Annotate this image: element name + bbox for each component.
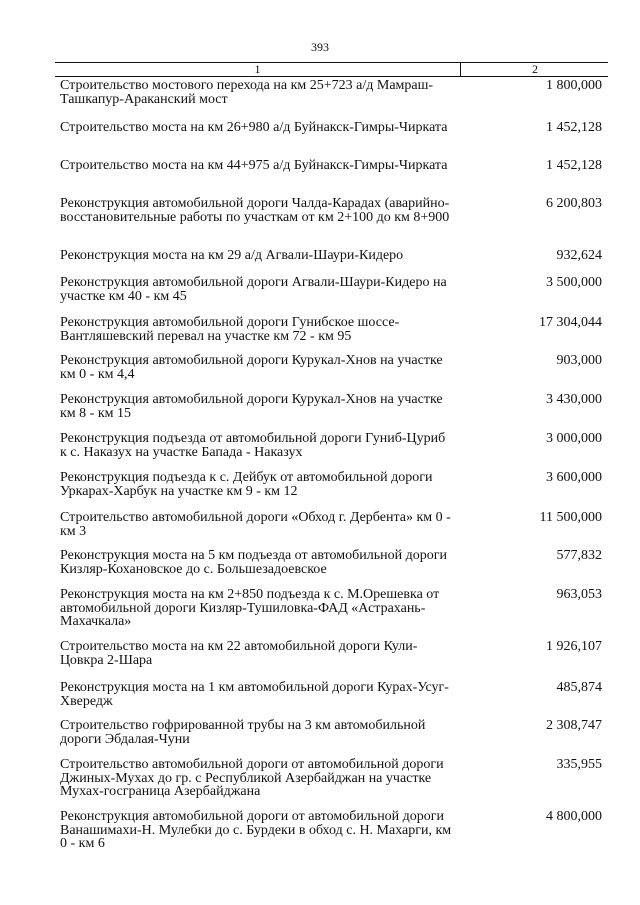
header-column-2: 2 xyxy=(460,63,609,76)
row-amount: 3 600,000 xyxy=(546,470,602,485)
row-amount: 1 452,128 xyxy=(546,120,602,135)
header-column-1: 1 xyxy=(254,62,261,76)
row-amount: 3 000,000 xyxy=(546,431,602,446)
row-amount: 903,000 xyxy=(556,353,602,368)
expenditure-table xyxy=(55,62,608,852)
row-amount: 577,832 xyxy=(556,548,602,563)
row-amount: 1 452,128 xyxy=(546,158,602,173)
row-description: Строительство гофрированной трубы на 3 км автомобильной дороги Эбдалая-Чуни xyxy=(60,718,426,747)
row-description: Реконструкция моста на км 29 а/д Агвали-Шаури-Кидеро xyxy=(60,248,404,263)
row-description: Реконструкция моста на 5 км подъезда от автомобильной дороги Кизляр-Кохановское до с. Большезадоевское xyxy=(60,548,447,577)
row-amount: 963,053 xyxy=(556,587,602,602)
row-amount: 2 308,747 xyxy=(546,718,602,733)
row-amount: 485,874 xyxy=(556,680,602,695)
row-description: Реконструкция подъезда от автомобильной дороги Гуниб-Цуриб к с. Наказух на участке Бапада - Наказух xyxy=(60,431,446,460)
row-description: Реконструкция автомобильной дороги Курукал-Хнов на участке км 8 - км 15 xyxy=(60,392,443,421)
row-description: Строительство моста на км 44+975 а/д Буйнакск-Гимры-Чирката xyxy=(60,158,448,173)
row-amount: 4 800,000 xyxy=(546,809,602,824)
row-description: Реконструкция подъезда к с. Дейбук от автомобильной дороги Уркарах-Харбук на участке км 9 - км 12 xyxy=(60,470,433,499)
row-description: Реконструкция автомобильной дороги Курукал-Хнов на участке км 0 - км 4,4 xyxy=(60,353,443,382)
row-description: Строительство моста на км 26+980 а/д Буйнакск-Гимры-Чирката xyxy=(60,120,448,135)
row-description: Реконструкция автомобильной дороги Чалда-Карадах (аварийно-восстановительные работы по участкам от км 2+100 до км 8+900 xyxy=(60,196,450,225)
row-description: Реконструкция автомобильной дороги Агвали-Шаури-Кидеро на участке км 40 - км 45 xyxy=(60,275,447,304)
row-amount: 17 304,044 xyxy=(539,315,602,330)
row-description: Строительство автомобильной дороги от автомобильной дороги Джиных-Мухах до гр. с Республикой Азербайджан на участке Мухах-госграница Азербайджана xyxy=(60,757,444,800)
row-amount: 11 500,000 xyxy=(539,510,602,525)
row-description: Строительство моста на км 22 автомобильной дороги Кули-Цовкра 2-Шара xyxy=(60,639,418,668)
row-description: Строительство мостового перехода на км 25+723 а/д Мамраш-Ташкапур-Араканский мост xyxy=(60,78,434,107)
row-amount: 335,955 xyxy=(556,757,602,772)
row-amount: 3 500,000 xyxy=(546,275,602,290)
row-amount: 932,624 xyxy=(556,248,602,263)
row-amount: 6 200,803 xyxy=(546,196,602,211)
row-description: Реконструкция моста на 1 км автомобильной дороги Курах-Усуг-Хвередж xyxy=(60,680,449,709)
row-description: Строительство автомобильной дороги «Обход г. Дербента» км 0 - км 3 xyxy=(60,510,451,539)
row-amount: 3 430,000 xyxy=(546,392,602,407)
table-header xyxy=(55,62,608,77)
page-number: 393 xyxy=(311,40,329,54)
row-description: Реконструкция автомобильной дороги Гунибское шоссе-Вантляшевский перевал на участке км 72 - км 95 xyxy=(60,315,400,344)
row-description: Реконструкция автомобильной дороги от автомобильной дороги Ванашимахи-Н. Мулебки до с. Бурдеки в обход с. Н. Махарги, км 0 - км 6 xyxy=(60,809,452,852)
row-amount: 1 800,000 xyxy=(546,78,602,93)
row-description: Реконструкция моста на км 2+850 подъезда к с. М.Орешевка от автомобильной дороги Кизляр-Тушиловка-ФАД «Астрахань-Махачкала» xyxy=(60,587,440,630)
row-amount: 1 926,107 xyxy=(546,639,602,654)
